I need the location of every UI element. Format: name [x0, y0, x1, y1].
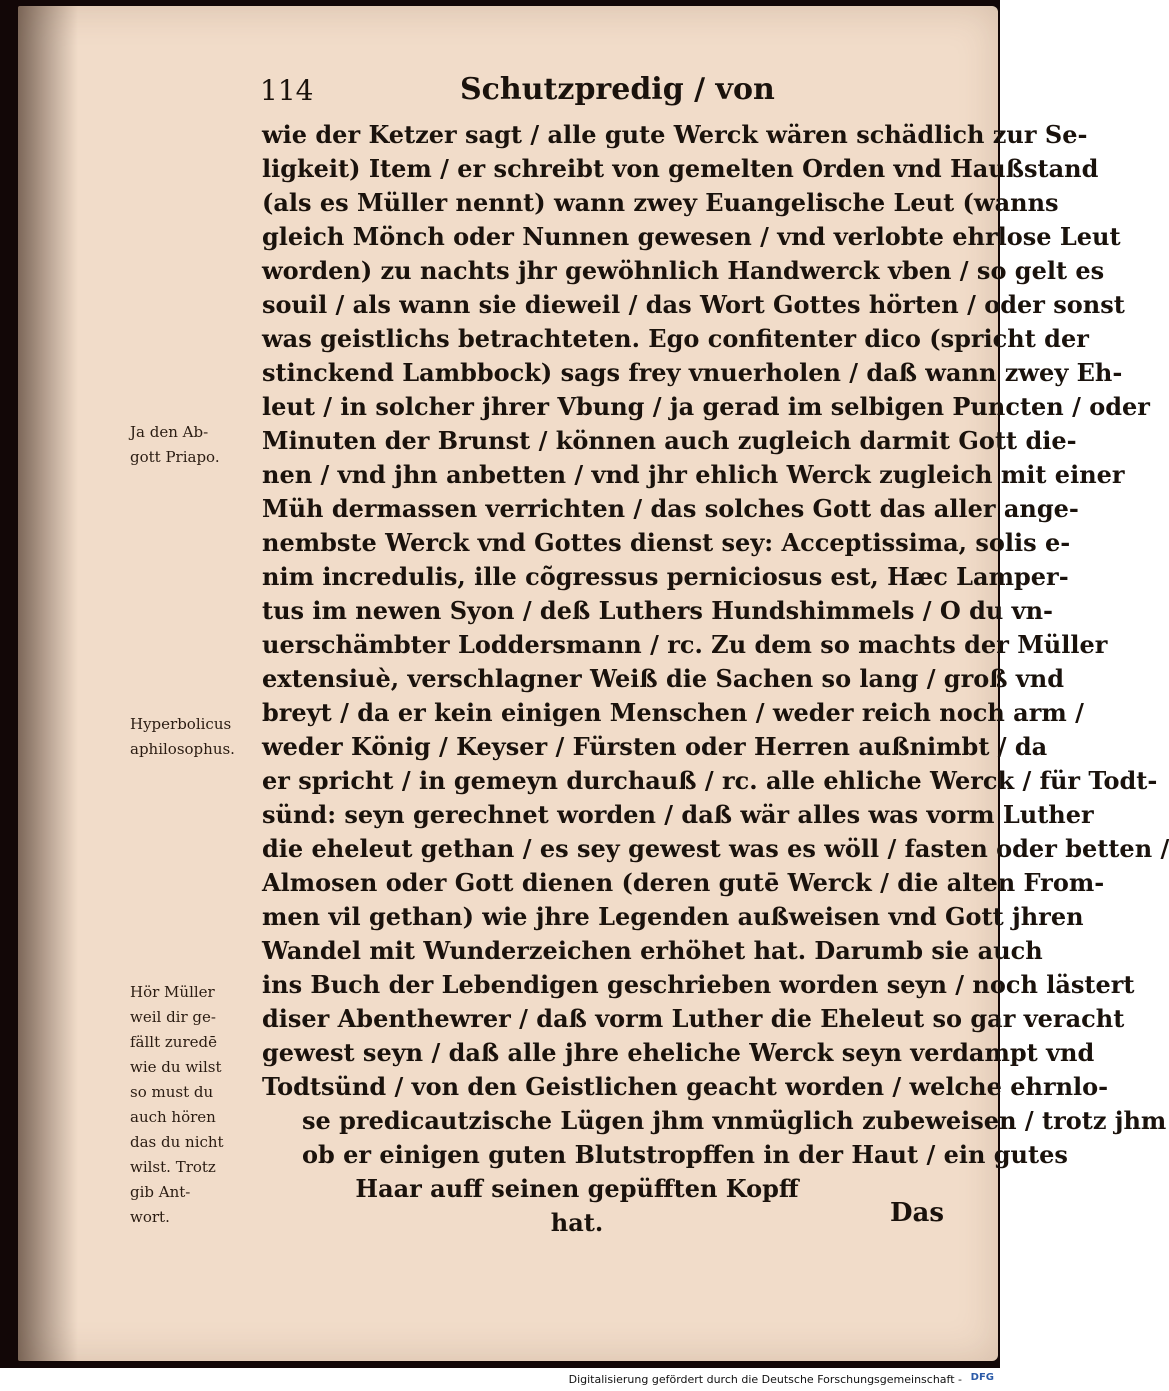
body-line: uerschämbter Loddersmann / rc. Zu dem so machts der Müller: [262, 630, 1108, 659]
body-line: Wandel mit Wunderzeichen erhöhet hat. Darumb sie auch: [262, 936, 1043, 965]
body-line: tus im newen Syon / deß Luthers Hundshimmels / O du vn-: [262, 596, 1054, 625]
marginal-line: gib Ant-: [130, 1183, 191, 1201]
catchword: Das: [889, 1198, 944, 1228]
marginal-line: Hyperbolicus: [130, 715, 232, 733]
marginal-line: wie du wilst: [130, 1058, 222, 1076]
marginal-note-3: [130, 980, 260, 1230]
body-line: wie der Ketzer sagt / alle gute Werck wären schädlich zur Se-: [262, 120, 1088, 149]
body-line: breyt / da er kein einigen Menschen / weder reich noch arm /: [262, 698, 1084, 727]
body-line: (als es Müller nennt) wann zwey Euangelische Leut (wanns: [262, 188, 1059, 217]
body-line: stinckend Lambbock) sags frey vnuerholen / daß wann zwey Eh-: [262, 358, 1123, 387]
digitization-footer: [0, 1368, 1000, 1391]
page-header: [0, 72, 1000, 112]
marginal-line: Hör Müller: [130, 983, 215, 1001]
body-line: Todtsünd / von den Geistlichen geacht worden / welche ehrnlo-: [262, 1072, 1109, 1101]
page-number: 114: [260, 74, 314, 107]
body-line: gleich Mönch oder Nunnen gewesen / vnd verlobte ehrlose Leut: [262, 222, 1121, 251]
body-line: se predicautzische Lügen jhm vnmüglich zubeweisen / trotz jhm: [302, 1106, 1167, 1135]
marginal-line: Ja den Ab-: [130, 423, 209, 441]
body-line: Müh dermassen verrichten / das solches Gott das aller ange-: [262, 494, 1079, 523]
body-text-block: [262, 118, 1169, 1240]
body-line: nim incredulis, ille cõgressus perniciosus est, Hæc Lamper-: [262, 562, 1069, 591]
marginal-note-1: [130, 420, 260, 470]
body-line: er spricht / in gemeyn durchauß / rc. alle ehliche Werck / für Todt-: [262, 766, 1158, 795]
body-line: Haar auff seinen gepüfften Kopff: [355, 1174, 799, 1203]
body-line: nen / vnd jhn anbetten / vnd jhr ehlich Werck zugleich mit einer: [262, 460, 1125, 489]
marginal-note-2: [130, 712, 260, 762]
footer-credit: Digitalisierung gefördert durch die Deutsche Forschungsgemeinschaft -: [568, 1373, 962, 1386]
body-line: gewest seyn / daß alle jhre eheliche Werck seyn verdampt vnd: [262, 1038, 1095, 1067]
body-line: Minuten der Brunst / können auch zugleich darmit Gott die-: [262, 426, 1077, 455]
body-line: ob er einigen guten Blutstropffen in der Haut / ein gutes: [302, 1140, 1068, 1169]
body-line: ins Buch der Lebendigen geschrieben worden seyn / noch lästert: [262, 970, 1135, 999]
body-line: souil / als wann sie dieweil / das Wort Gottes hörten / oder sonst: [262, 290, 1125, 319]
body-line: weder König / Keyser / Fürsten oder Herren außnimbt / da: [262, 732, 1048, 761]
marginal-line: wilst. Trotz: [130, 1158, 216, 1176]
marginal-line: gott Priapo.: [130, 448, 220, 466]
marginal-line: wort.: [130, 1208, 170, 1226]
body-line: sünd: seyn gerechnet worden / daß wär alles was vorm Luther: [262, 800, 1094, 829]
body-line: hat.: [550, 1208, 604, 1237]
marginal-line: weil dir ge-: [130, 1008, 216, 1026]
body-line: men vil gethan) wie jhre Legenden außweisen vnd Gott jhren: [262, 902, 1084, 931]
running-title: Schutzpredig / von: [460, 72, 775, 107]
body-line: die eheleut gethan / es sey gewest was es wöll / fasten oder betten /: [262, 834, 1169, 863]
body-line: leut / in solcher jhrer Vbung / ja gerad im selbigen Puncten / oder: [262, 392, 1150, 421]
marginal-line: aphilosophus.: [130, 740, 235, 758]
dfg-logo: DFG: [970, 1372, 994, 1383]
body-line: ligkeit) Item / er schreibt von gemelten Orden vnd Haußstand: [262, 154, 1099, 183]
body-line: was geistlichs betrachteten. Ego confitenter dico (spricht der: [262, 324, 1089, 353]
body-line: nembste Werck vnd Gottes dienst sey: Acceptissima, solis e-: [262, 528, 1071, 557]
body-line: diser Abenthewrer / daß vorm Luther die Eheleut so gar veracht: [262, 1004, 1125, 1033]
marginal-line: so must du: [130, 1083, 214, 1101]
marginal-line: das du nicht: [130, 1133, 224, 1151]
page-gutter-shadow: [18, 6, 78, 1361]
marginal-line: auch hören: [130, 1108, 216, 1126]
body-line: worden) zu nachts jhr gewöhnlich Handwerck vben / so gelt es: [262, 256, 1105, 285]
marginal-line: fällt zuredē: [130, 1033, 217, 1051]
body-line: Almosen oder Gott dienen (deren gutē Werck / die alten From-: [262, 868, 1105, 897]
body-line: extensiuè, verschlagner Weiß die Sachen so lang / groß vnd: [262, 664, 1065, 693]
